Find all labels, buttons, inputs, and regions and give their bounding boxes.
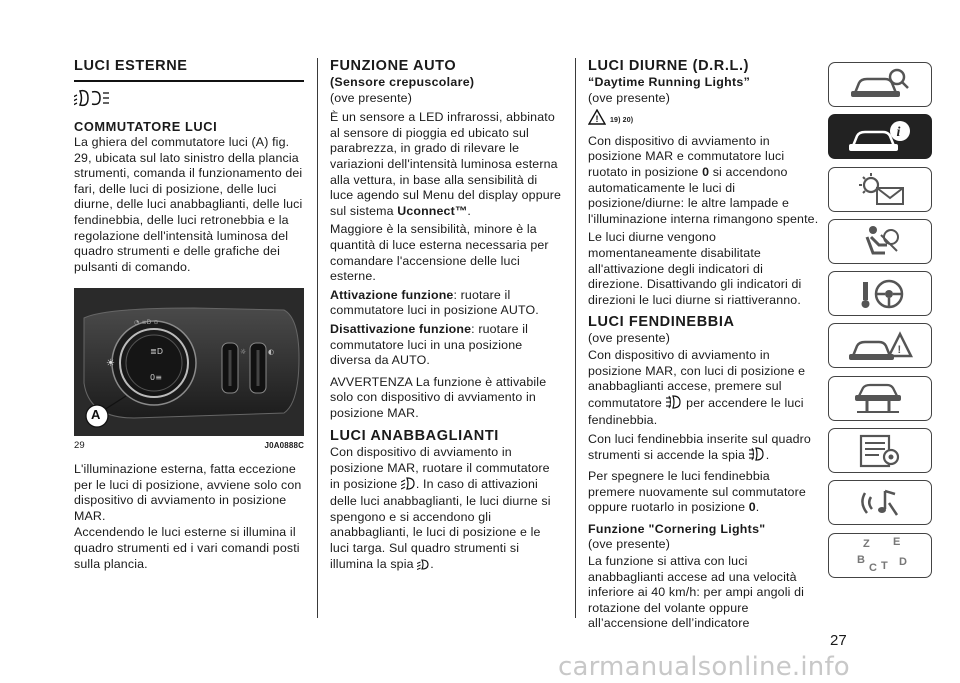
svg-text:◐: ◐	[268, 348, 275, 357]
text: Con dispositivo di avviamento in posizione MAR e commutatore luci ruotato in posizione	[588, 133, 785, 179]
brand-text: Uconnect™	[397, 203, 468, 218]
index-letter: E	[893, 536, 901, 549]
subtitle-drl: “Daytime Running Lights”	[588, 75, 751, 89]
tab-vehicle-overview[interactable]	[828, 62, 932, 107]
tab-starting-driving[interactable]	[828, 271, 932, 316]
presence-note: (ove presente)	[588, 90, 670, 105]
column-luci-esterne	[74, 58, 304, 573]
paragraph: La funzione si attiva con luci anabbaglianti accese ad una velocità inferiore ai 40 km/h: per ampi angoli di rotazione del volante oppure all’accensione dell’indicatore	[588, 554, 805, 631]
figure-caption	[74, 438, 304, 454]
presence-note: (ove presente)	[330, 90, 412, 105]
text: Con luci fendinebbia inserite sul quadro strumenti si accende la spia	[588, 431, 811, 463]
paragraph: L'illuminazione esterna, fatta eccezione per le luci di posizione, avviene solo con dispositivo di avviamento in posizione MAR.	[74, 462, 302, 523]
paragraph: Con dispositivo di avviamento in posizione MAR, ruotare il commutatore in posizione . In caso di attivazioni delle luci anabbaglianti, le luci diurne si spengono e si accendono gli anabbaglianti, le luci di posizione e le luci targa. Sul quadro strumenti si illumina la spia .	[330, 445, 562, 574]
figure-code: J0A0888C	[264, 441, 304, 451]
column-luci-diurne	[588, 58, 820, 633]
presence-note: (ove presente)	[588, 331, 670, 346]
index-letter: T	[881, 560, 888, 573]
svg-text:≣D: ≣D	[150, 347, 164, 357]
text: si accendono automaticamente le luci di posizione/diurne: le altre lampade e l'illuminazione interna rimangono spente.	[588, 164, 819, 226]
figure-callout-label: A	[91, 407, 101, 423]
svg-text:☀: ☀	[106, 358, 116, 370]
text: .	[467, 203, 472, 218]
label-attivazione: Attivazione funzione	[330, 287, 454, 302]
warning-reference	[588, 109, 820, 132]
text: Con dispositivo di avviamento in posizione MAR, con luci di posizione e anabbaglianti accese, premere sul commutatore	[588, 347, 806, 410]
index-letter: D	[899, 556, 907, 569]
alphabet-index-icon	[845, 535, 915, 575]
section-title-funzione-auto: FUNZIONE AUTO	[330, 58, 457, 74]
text: .	[755, 500, 760, 515]
text: per accendere le luci fendinebbia.	[588, 395, 804, 428]
fog-light-warning-icon	[749, 447, 766, 466]
title-underline	[74, 80, 304, 82]
low-beam-icon	[401, 477, 416, 495]
watermark: carmanualsonline.info	[558, 652, 850, 682]
tab-maintenance[interactable]	[828, 376, 932, 421]
label-disattivazione: Disattivazione funzione	[330, 321, 472, 336]
spec-sheet-icon	[845, 433, 915, 469]
svg-text:☼: ☼	[240, 348, 247, 357]
svg-text:0≡: 0≡	[150, 373, 163, 383]
column-divider	[575, 58, 576, 618]
text: . In caso di attivazioni delle luci anabbaglianti, le luci diurne si spengono e si accendono gli anabbaglianti, le luci di posizione e le luci targa. Sul quadro strumenti si illumina la spia	[330, 476, 551, 571]
svg-text:!: !	[595, 114, 599, 125]
index-letter: C	[869, 562, 877, 575]
paragraph	[588, 134, 820, 228]
text: .	[765, 448, 770, 463]
text: È un sensore a LED infrarossi, abbinato al sensore di pioggia ed ubicato sul parabrezza, in grado di rilevare le variazioni dell'intensità luminosa esterna alla vettura, in base alla sensibilità di luce agendo sul Menu del display oppure sul sistema	[330, 110, 562, 218]
chapter-tabs	[828, 62, 932, 585]
figure-number: 29	[74, 440, 85, 452]
sun-envelope-icon	[845, 171, 915, 207]
text: Per spegnere le luci fendinebbia premere nuovamente sul commutatore oppure ruotarlo in posizione	[588, 469, 806, 515]
tab-warning-lights[interactable]	[828, 167, 932, 212]
paragraph: La ghiera del commutatore luci (A) fig. 29, ubicata sul lato sinistro della plancia strumenti, comanda il funzionamento dei fari, delle luci di posizione, delle luci diurne, delle luci anabbaglianti, delle luci fendinebbia, delle luci retronebbia e la regolazione dell'intensità luminosa del quadro strumenti e delle grafiche dei pulsanti di comando.	[74, 135, 303, 274]
presence-note: (ove presente)	[588, 537, 670, 552]
paragraph: Le luci diurne vengono momentaneamente disabilitate all'attivazione degli indicatori di direzione. Disattivando gli indicatori di direzioni le luci diurne si riattiveranno.	[588, 230, 802, 307]
paragraph	[588, 432, 820, 466]
section-title-fendinebbia: LUCI FENDINEBBIA	[588, 314, 735, 331]
car-triangle-icon	[845, 328, 915, 364]
tab-safety[interactable]	[828, 219, 932, 264]
page-number: 27	[830, 632, 847, 649]
low-beam-warning-icon	[417, 559, 430, 575]
airbag-seat-icon	[845, 223, 915, 259]
svg-text:◔ ≡D ⊙: ◔ ≡D ⊙	[134, 319, 159, 327]
column-divider	[317, 58, 318, 618]
fog-light-icon	[666, 395, 683, 414]
warning-paragraph: AVVERTENZA La funzione è attivabile solo con dispositivo di avviamento in posizione MAR.	[330, 374, 547, 420]
text: : ruotare il commutatore luci in una posizione diversa da AUTO.	[330, 321, 529, 368]
paragraph	[330, 110, 562, 219]
car-info-icon	[845, 119, 915, 155]
tab-multimedia[interactable]	[828, 480, 932, 525]
svg-text:!: !	[897, 343, 902, 356]
paragraph	[588, 348, 820, 429]
car-lift-icon	[845, 380, 915, 416]
index-letter: Z	[863, 538, 870, 551]
tab-emergency[interactable]	[828, 323, 932, 368]
section-title-luci-diurne: LUCI DIURNE (D.R.L.)	[588, 58, 750, 74]
section-title-luci-esterne: LUCI ESTERNE	[74, 58, 188, 74]
text: Con dispositivo di avviamento in posizione MAR, ruotare il commutatore in posizione	[330, 445, 550, 491]
svg-text:i: i	[896, 124, 901, 140]
light-switch-figure	[74, 288, 304, 436]
subsection-title-commutatore: COMMUTATORE LUCI	[74, 119, 218, 135]
tab-index[interactable]	[828, 533, 932, 578]
tab-vehicle-info[interactable]	[828, 114, 932, 159]
paragraph: Accendendo le luci esterne si illumina il quadro strumenti ed i vari comandi posti sulla plancia.	[74, 525, 300, 571]
position-value: 0	[748, 500, 756, 515]
text: : ruotare il commutatore luci in posizione AUTO.	[330, 287, 539, 318]
car-search-icon	[845, 67, 915, 103]
index-letter: B	[857, 554, 865, 567]
paragraph: Maggiore è la sensibilità, minore è la quantità di luce esterna necessaria per comandare l'accensione delle luci esterne.	[330, 222, 549, 284]
warning-triangle-icon	[588, 109, 606, 132]
section-title-anabbaglianti: LUCI ANABBAGLIANTI	[330, 428, 499, 445]
paragraph	[588, 469, 820, 516]
column-funzione-auto	[330, 58, 562, 575]
position-value: 0	[702, 164, 710, 179]
paragraph	[330, 322, 562, 369]
steering-wheel-icon	[845, 276, 915, 312]
lights-symbol-icon	[74, 88, 304, 113]
warning-refs: 19) 20)	[610, 116, 634, 124]
music-phone-icon	[845, 485, 915, 521]
paragraph	[330, 288, 562, 319]
tab-technical-data[interactable]	[828, 428, 932, 473]
subtitle-sensore: (Sensore crepuscolare)	[330, 75, 475, 89]
subtitle-cornering: Funzione "Cornering Lights"	[588, 521, 766, 536]
